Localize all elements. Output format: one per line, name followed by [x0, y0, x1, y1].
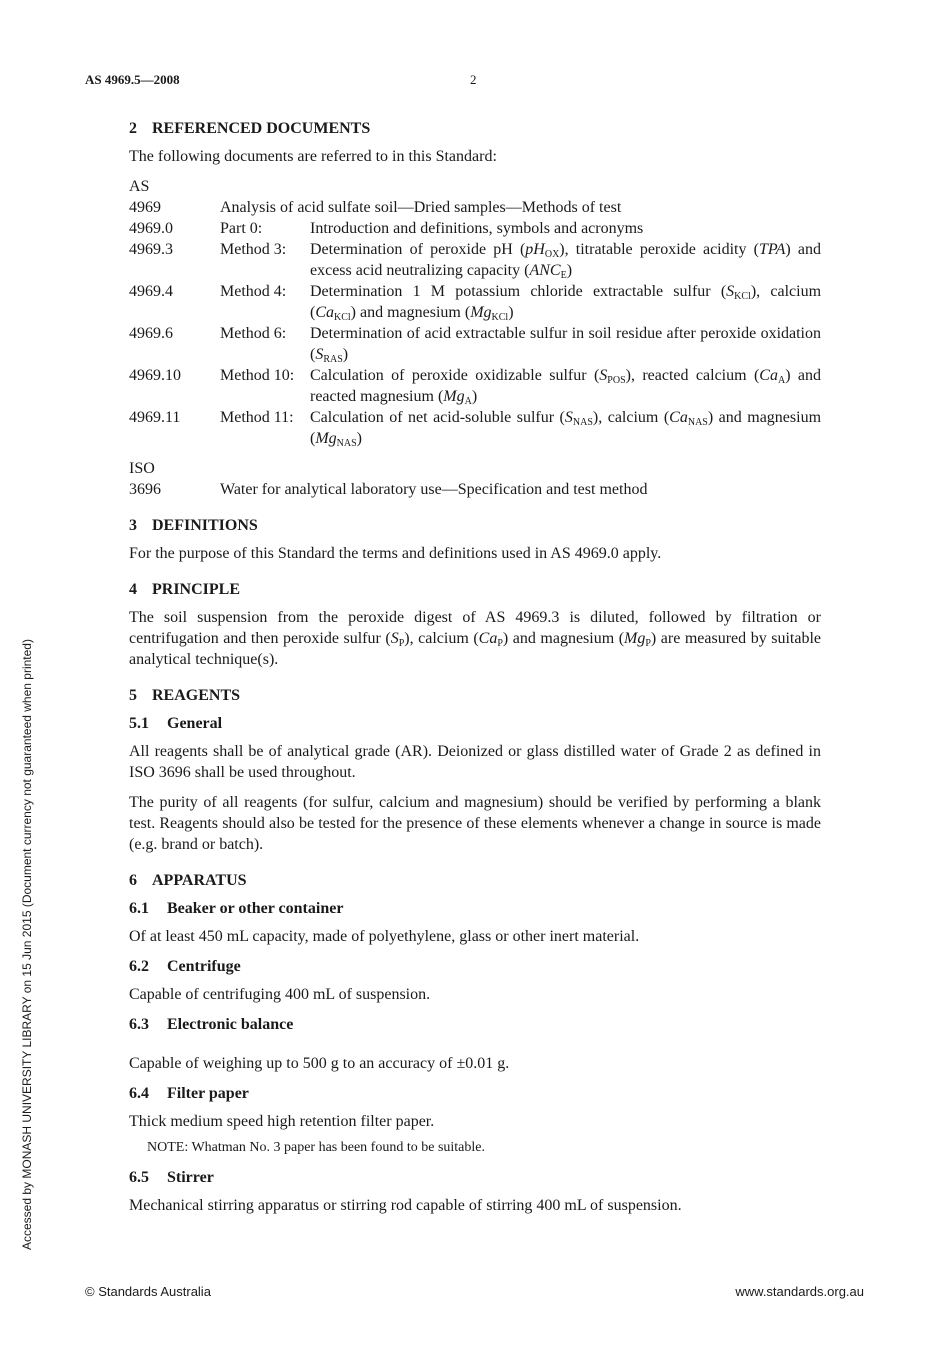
reference-row [129, 323, 821, 365]
header-doc-id: AS 4969.5—2008 [85, 72, 180, 87]
reference-method: Method 6: [220, 325, 287, 342]
reference-row [129, 197, 821, 218]
section-reagents [129, 685, 821, 855]
apparatus-text: Capable of centrifuging 400 mL of suspension. [129, 986, 431, 1003]
reference-row [129, 479, 821, 500]
reference-row [129, 407, 821, 449]
subsection-heading: 6.3 Electronic balance [129, 1016, 294, 1033]
reference-number: 4969.4 [129, 283, 173, 300]
reference-number: 4969.0 [129, 220, 173, 237]
subsection-heading: 6.2 Centrifuge [129, 958, 241, 975]
section-referenced-documents [129, 118, 821, 500]
reference-method: Method 3: [220, 241, 287, 258]
footer-copyright: © Standards Australia [85, 1284, 211, 1299]
section-heading: 4 PRINCIPLE [129, 581, 241, 598]
reference-number: 4969 [129, 199, 161, 216]
reference-number: 3696 [129, 481, 161, 498]
reference-title: Analysis of acid sulfate soil—Dried samples—Methods of test [220, 199, 622, 216]
reference-row [129, 281, 821, 323]
principle-text: The soil suspension from the peroxide digest of AS 4969.3 is diluted, followed by filtration or centrifugation and then peroxide sulfur $(S_P)$, calcium $(Ca_P)$ and magnesium $(Mg_P)$ are measured by suitable analytical technique(s). [129, 609, 821, 668]
reference-number: 4969.3 [129, 241, 173, 258]
section-heading: 3 DEFINITIONS [129, 517, 258, 534]
subsection-heading: 6.1 Beaker or other container [129, 900, 344, 917]
section-apparatus [129, 870, 821, 1216]
reference-method: Part 0: [220, 220, 263, 237]
document-body [129, 118, 821, 1231]
reference-title: Determination 1 M potassium chloride extractable sulfur $(S_{KCl})$, calcium $(Ca_{KCl})$ and magnesium $(Mg_{KCl})$ [310, 283, 822, 323]
reference-title: Introduction and definitions, symbols and acronyms [310, 220, 644, 237]
reagents-paragraph-2: The purity of all reagents (for sulfur, calcium and magnesium) should be verified by performing a blank test. Reagents should also be tested for the presence of these elements whenever a change in source is made (e.g. brand or batch). [129, 794, 821, 853]
reference-number: 4969.11 [129, 409, 181, 426]
reference-method: Method 4: [220, 283, 287, 300]
reference-number: 4969.10 [129, 367, 181, 384]
reference-title: Determination of acid extractable sulfur in soil residue after peroxide oxidation $(S_{RAS})$ [310, 325, 821, 365]
section-heading: 5 REAGENTS [129, 687, 241, 704]
reference-title: Water for analytical laboratory use—Specification and test method [220, 481, 648, 498]
subsection-heading: 5.1 General [129, 715, 223, 732]
apparatus-note: NOTE: Whatman No. 3 paper has been found to be suitable. [147, 1140, 485, 1155]
reference-row [129, 218, 821, 239]
reagents-paragraph-1: All reagents shall be of analytical grade (AR). Deionized or glass distilled water of Grade 2 as defined in ISO 3696 shall be used throughout. [129, 743, 821, 781]
reference-number: 4969.6 [129, 325, 173, 342]
apparatus-text: Capable of weighing up to 500 g to an accuracy of ±0.01 g. [129, 1055, 510, 1072]
reference-group-label: ISO [129, 460, 155, 477]
subsection-heading: 6.5 Stirrer [129, 1169, 214, 1186]
reference-group-label: AS [129, 178, 150, 195]
footer-url: www.standards.org.au [735, 1284, 864, 1299]
access-watermark: Accessed by MONASH UNIVERSITY LIBRARY on 15 Jun 2015 (Document currency not guaranteed when printed) [20, 639, 34, 1250]
reference-row [129, 365, 821, 407]
reference-method: Method 10: [220, 367, 295, 384]
section-heading: 2 REFERENCED DOCUMENTS [129, 120, 371, 137]
subsection-heading: 6.4 Filter paper [129, 1085, 249, 1102]
header-page-number: 2 [470, 72, 477, 87]
reference-group-iso [129, 458, 821, 500]
section-definitions [129, 515, 821, 564]
section-heading: 6 APPARATUS [129, 872, 247, 889]
reference-row [129, 239, 821, 281]
section-principle [129, 579, 821, 670]
apparatus-text: Thick medium speed high retention filter paper. [129, 1113, 435, 1130]
reference-title: Calculation of net acid-soluble sulfur $(S_{NAS})$, calcium $(Ca_{NAS})$ and magnesium $(Mg_{NAS})$ [310, 409, 822, 449]
definitions-text: For the purpose of this Standard the terms and definitions used in AS 4969.0 apply. [129, 545, 662, 562]
section-intro: The following documents are referred to in this Standard: [129, 148, 497, 165]
reference-title: Determination of peroxide pH $(pH_{OX})$, titratable peroxide acidity (TPA) and excess acid neutralizing capacity $(ANC_E)$ [310, 241, 822, 281]
reference-group-as [129, 176, 821, 449]
apparatus-text: Mechanical stirring apparatus or stirring rod capable of stirring 400 mL of suspension. [129, 1197, 682, 1214]
reference-title: Calculation of peroxide oxidizable sulfur $(S_{POS})$, reacted calcium $(Ca_A)$ and reacted magnesium $(Mg_A)$ [310, 367, 822, 407]
apparatus-text: Of at least 450 mL capacity, made of polyethylene, glass or other inert material. [129, 928, 640, 945]
reference-method: Method 11: [220, 409, 294, 426]
